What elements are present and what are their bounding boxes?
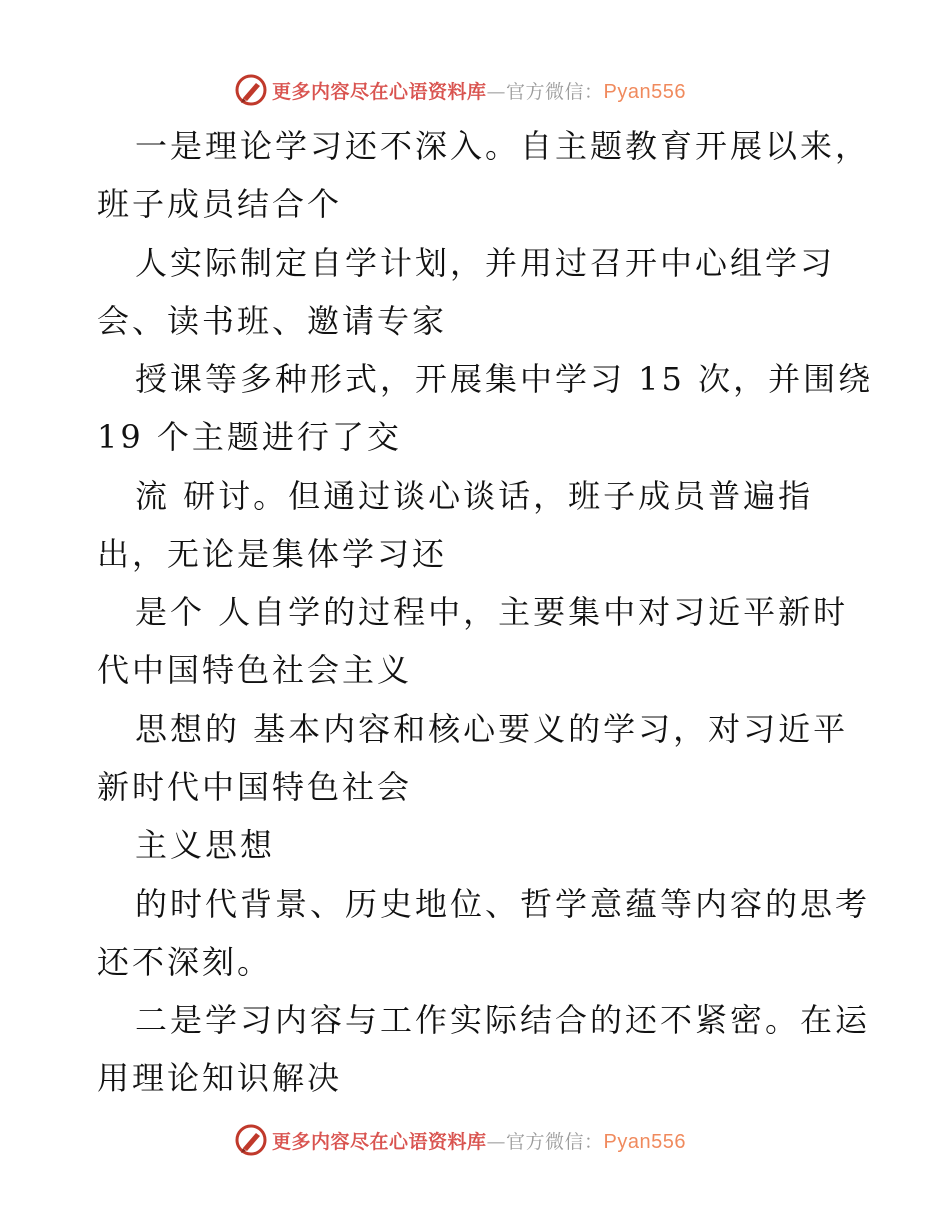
watermark-site-name: 更多内容尽在心语资料库 xyxy=(272,1130,487,1153)
watermark-separator: — xyxy=(486,80,507,103)
text-line: 新时代中国特色社会 xyxy=(97,768,413,806)
watermark-site-name: 更多内容尽在心语资料库 xyxy=(272,80,487,103)
text-line: 授课等多种形式，开展集中学习 15 次，并围绕 xyxy=(135,360,874,398)
text-line: 流 研讨。但通过谈心谈话，班子成员普遍指 xyxy=(135,477,814,515)
text-line: 思想的 基本内容和核心要义的学习，对习近平 xyxy=(135,710,849,748)
text-line: 班子成员结合个 xyxy=(97,185,343,223)
text-line: 会、读书班、邀请专家 xyxy=(97,302,448,340)
footer-watermark xyxy=(234,1122,686,1158)
text-line: 19 个主题进行了交 xyxy=(97,418,402,456)
pen-in-circle-icon xyxy=(234,1123,268,1157)
text-line: 一是理论学习还不深入。自主题教育开展以来， xyxy=(135,127,871,165)
header-watermark xyxy=(234,72,686,108)
watermark-label: 官方微信： xyxy=(506,80,604,103)
pen-in-circle-icon xyxy=(234,73,268,107)
text-line: 主义思想 xyxy=(135,826,276,864)
text-line: 用理论知识解决 xyxy=(97,1059,343,1097)
text-line: 代中国特色社会主义 xyxy=(97,651,413,689)
watermark-wechat-id: Pyan556 xyxy=(603,1130,686,1153)
watermark-wechat-id: Pyan556 xyxy=(603,80,686,103)
watermark-separator: — xyxy=(486,1130,507,1153)
watermark-label: 官方微信： xyxy=(506,1130,604,1153)
text-line: 还不深刻。 xyxy=(97,943,273,981)
text-line: 人实际制定自学计划，并用过召开中心组学习 xyxy=(135,244,836,282)
text-line: 出，无论是集体学习还 xyxy=(97,535,448,573)
text-line: 的时代背景、历史地位、哲学意蕴等内容的思考 xyxy=(135,885,871,923)
text-line: 二是学习内容与工作实际结合的还不紧密。在运 xyxy=(135,1001,871,1039)
text-line: 是个 人自学的过程中，主要集中对习近平新时 xyxy=(135,593,849,631)
